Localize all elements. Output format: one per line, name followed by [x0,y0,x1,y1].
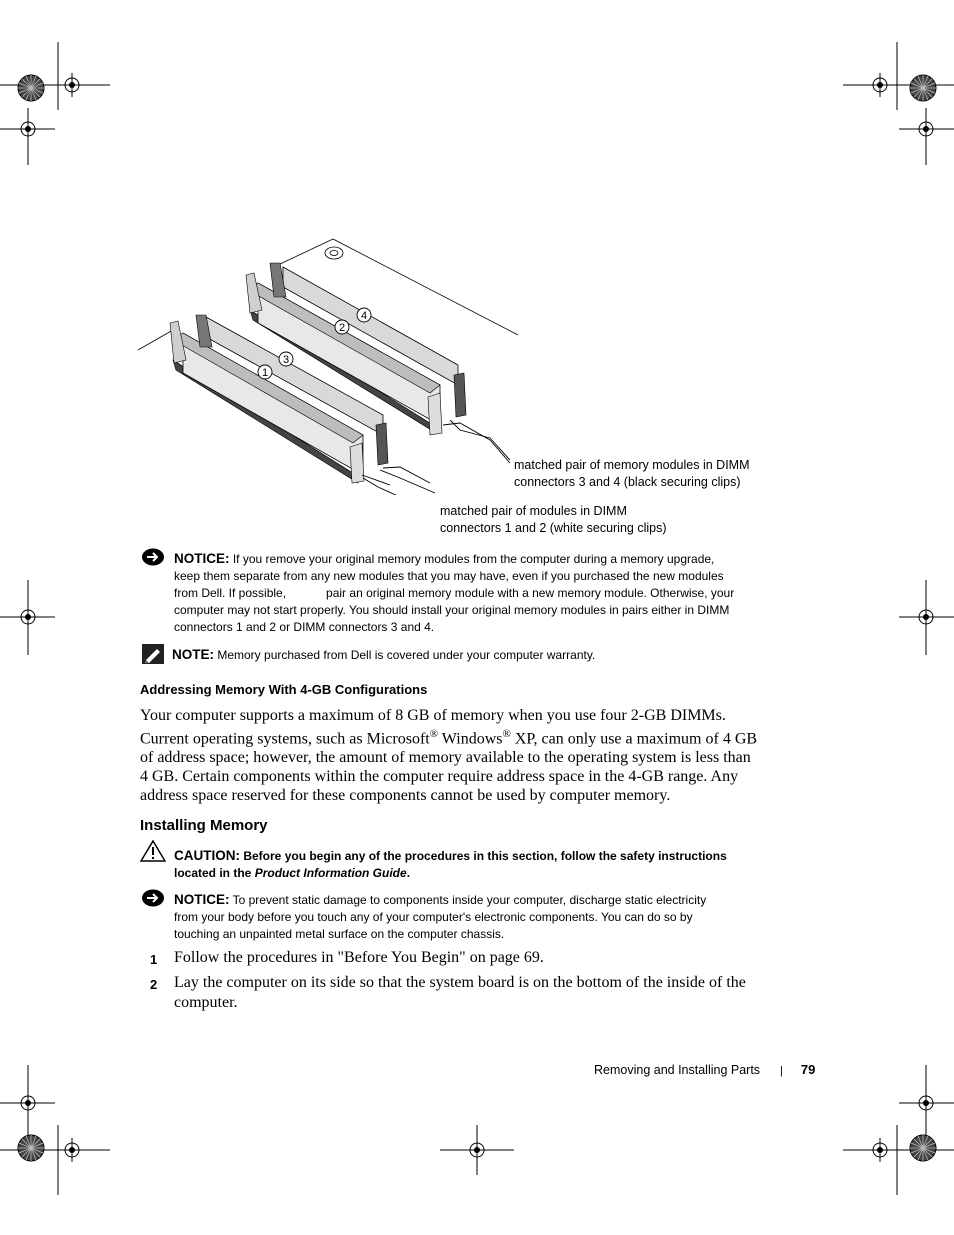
page-footer [594,1062,815,1077]
notice-icon [141,547,165,567]
svg-text:1: 1 [261,367,269,379]
svg-text:2: 2 [338,322,346,334]
note-label: NOTE: [172,647,214,662]
notice-label: NOTICE: [174,551,230,566]
callout-4 [357,308,371,322]
board-screw-hole [325,247,343,259]
caution-block: CAUTION: Before you begin any of the procedures in this section, follow the safety instructions located in the Product Information Guide. [174,848,727,880]
callout-1 [258,365,272,379]
step-number: 2 [150,977,158,992]
callout-leader-extension [360,420,520,500]
notice-label: NOTICE: [174,892,230,907]
footer-section-title: Removing and Installing Parts [594,1063,761,1077]
notice-icon [141,888,165,908]
note-block: NOTE: Memory purchased from Dell is covered under your computer warranty. [172,647,596,662]
svg-text:3: 3 [282,354,290,366]
page-number: 79 [800,1062,816,1077]
step-2: 2 Lay the computer on its side so that the system board is on the bottom of the inside of the computer. [150,974,746,1011]
subheading-addressing-memory: Addressing Memory With 4-GB Configurations [140,682,428,697]
section-heading-installing-memory: Installing Memory [140,817,268,834]
caution-label: CAUTION: [174,848,240,863]
notice-block-1: NOTICE: If you remove your original memory modules from the computer during a memory upgrade, keep them separate from any new modules that you may have, even if you purchased the new modules from Dell. If possible, pair an original memory module with a new memory module. Otherwise, your computer may not start properly. You should install your original memory modules in pairs either in DIMM connectors 1 and 2 or DIMM connectors 3 and 4. [174,551,735,634]
paragraph-4gb-config: Your computer supports a maximum of 8 GB of memory when you use four 2-GB DIMMs. Current operating systems, such as Microsoft® Windows® XP, can only use a maximum of 4 GB of address space; however, the amount of memory available to the operating system is less than 4 GB. Certain components within the computer require address space in the 4-GB range. Any address space reserved for these components cannot be used by computer memory. [140,707,758,805]
note-pencil-icon [142,644,164,664]
notice-block-2: NOTICE: To prevent static damage to components inside your computer, discharge static electricity from your body before you touch any of your computer's electronic components. You can do so by touching an unpainted metal surface on the computer chassis. [174,892,707,941]
step-1: 1 Follow the procedures in "Before You Begin" on page 69. [150,948,770,968]
svg-text:4: 4 [360,310,368,322]
step-number: 1 [150,952,158,967]
callout-2 [335,320,349,334]
caution-icon [140,840,166,862]
product-information-guide-title: Product Information Guide [254,866,407,880]
callout-3 [279,352,293,366]
footer-separator: | [780,1065,783,1077]
callout-label-dimm-3-4: matched pair of memory modules in DIMM connectors 3 and 4 (black securing clips) [514,458,750,489]
installation-steps [150,948,770,1013]
callout-label-dimm-1-2: matched pair of modules in DIMM connectors 1 and 2 (white securing clips) [440,504,667,535]
